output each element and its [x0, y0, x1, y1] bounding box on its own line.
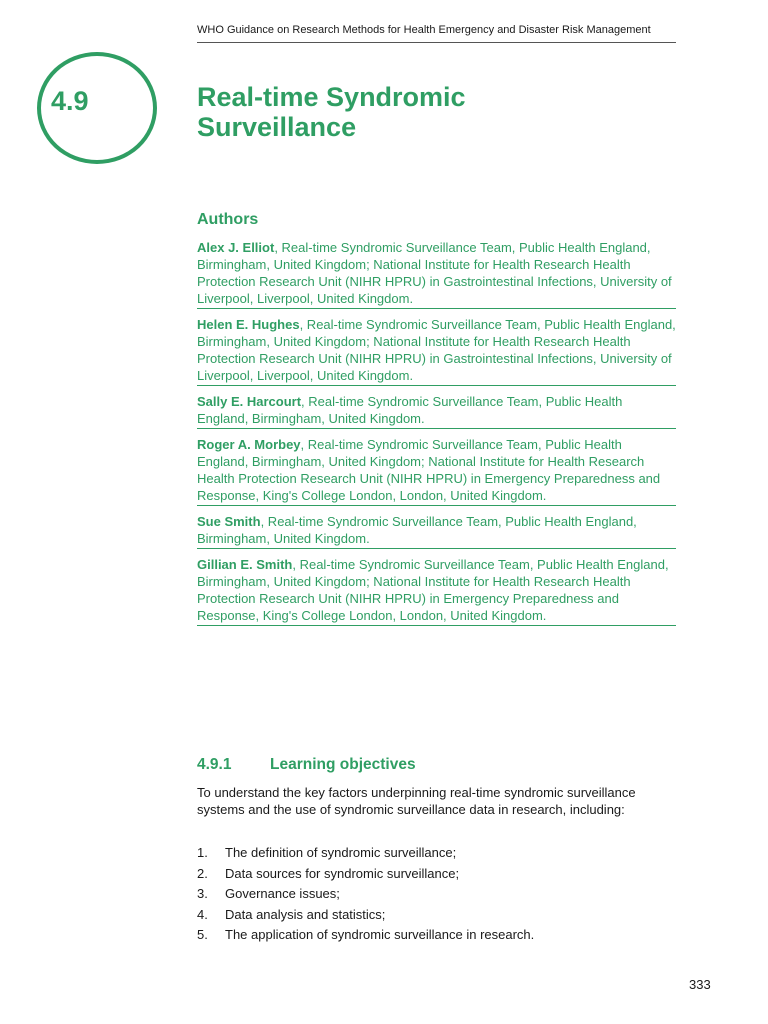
item-number: 4. — [197, 906, 208, 922]
list-item — [197, 884, 657, 905]
item-number: 3. — [197, 886, 208, 901]
author-name: Sue Smith — [197, 514, 261, 529]
authors-heading: Authors — [197, 211, 259, 228]
section-title: Learning objectives — [270, 756, 416, 773]
item-number: 1. — [197, 845, 208, 860]
author-entry — [197, 436, 676, 506]
section-heading — [197, 756, 416, 774]
list-item — [197, 905, 657, 926]
author-entry — [197, 316, 676, 386]
item-text: The application of syndromic surveillance in research. — [225, 927, 535, 942]
author-name: Alex J. Elliot — [197, 240, 275, 255]
item-text: Governance issues; — [225, 886, 340, 901]
author-affiliation: , Real-time Syndromic Surveillance Team, Public Health England, Birmingham, United Kingdom; National Institute for Health Research Health Protection Research Unit (NIHR HPRU) in Gastrointestinal Infections, University of Liverpool, Liverpool, United Kingdom. — [197, 317, 676, 383]
chapter-number: 4.9 — [51, 86, 89, 116]
author-affiliation: , Real-time Syndromic Surveillance Team, Public Health England, Birmingham, United Kingdom. — [197, 514, 637, 546]
author-entry — [197, 556, 676, 626]
section-number: 4.9.1 — [197, 756, 232, 773]
objectives-list — [197, 843, 657, 946]
item-number: 5. — [197, 927, 208, 942]
author-entry — [197, 513, 676, 549]
author-affiliation: , Real-time Syndromic Surveillance Team, Public Health England, Birmingham, United Kingdom; National Institute for Health Research Health Protection Research Unit (NIHR HPRU) in Gastrointestinal Infections, University of Liverpool, Liverpool, United Kingdom. — [197, 240, 672, 306]
author-affiliation: , Real-time Syndromic Surveillance Team, Public Health England, Birmingham, United Kingdom; National Institute for Health Research Health Protection Research Unit (NIHR HPRU) in Emergency Preparedness and Response, King's College London, London, United Kingdom. — [197, 557, 669, 623]
author-affiliation: , Real-time Syndromic Surveillance Team, Public Health England, Birmingham, United Kingdom; National Institute for Health Research Health Protection Research Unit (NIHR HPRU) in Emergency Preparedness and Response, King's College London, London, United Kingdom. — [197, 437, 661, 503]
list-item — [197, 864, 657, 885]
running-head: WHO Guidance on Research Methods for Health Emergency and Disaster Risk Management — [197, 24, 676, 43]
author-name: Helen E. Hughes — [197, 317, 300, 332]
author-list — [197, 239, 676, 633]
item-number: 2. — [197, 865, 208, 881]
item-text: Data sources for syndromic surveillance; — [225, 865, 460, 881]
author-entry — [197, 239, 676, 309]
item-text: The definition of syndromic surveillance; — [225, 845, 457, 860]
list-item — [197, 843, 657, 864]
page-number: 333 — [689, 977, 711, 992]
intro-paragraph: To understand the key factors underpinning real-time syndromic surveillance systems and the use of syndromic surveillance data in research, including: — [197, 785, 636, 817]
author-affiliation: , Real-time Syndromic Surveillance Team, Public Health England, Birmingham, United Kingdom. — [197, 394, 623, 426]
author-entry — [197, 393, 676, 429]
item-text: Data analysis and statistics; — [225, 906, 386, 922]
author-name: Sally E. Harcourt — [197, 394, 302, 409]
chapter-circle — [37, 52, 157, 164]
list-item — [197, 925, 657, 946]
author-name: Roger A. Morbey — [197, 437, 301, 452]
author-name: Gillian E. Smith — [197, 557, 293, 572]
chapter-title: Real-time Syndromic Surveillance — [197, 82, 466, 142]
